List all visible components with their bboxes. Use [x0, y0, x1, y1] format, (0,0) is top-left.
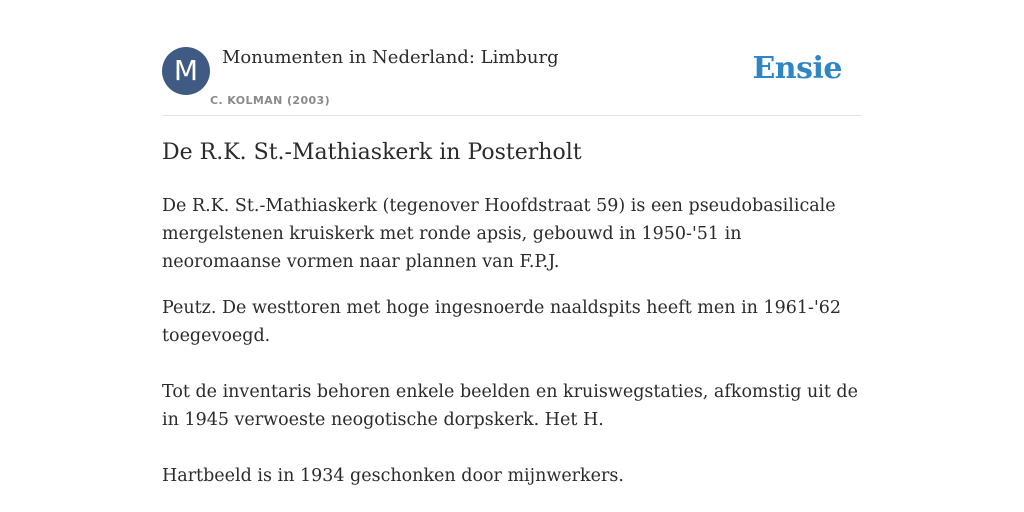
author-label: C. KOLMAN (2003)	[210, 94, 331, 107]
paragraph: Tot de inventaris behoren enkele beelden en kruiswegstaties, afkomstig uit de in 1945 verwoeste neogotische dorpskerk. Het H.	[162, 382, 858, 430]
book-title-link[interactable]: Monumenten in Nederland: Limburg	[222, 47, 559, 68]
ensie-logo[interactable]: Ensie	[752, 51, 842, 86]
book-avatar[interactable]: M	[162, 47, 210, 95]
entry-title: De R.K. St.-Mathiaskerk in Posterholt	[162, 140, 582, 165]
entry-body	[162, 192, 862, 508]
paragraph: De R.K. St.-Mathiaskerk (tegenover Hoofdstraat 59) is een pseudobasilicale mergelstenen kruiskerk met ronde apsis, gebouwd in 1950-'51 in neoromaanse vormen naar plannen van F.P.J.	[162, 196, 836, 272]
paragraph: Peutz. De westtoren met hoge ingesnoerde naaldspits heeft men in 1961-'62 toegevoegd.	[162, 298, 842, 346]
paragraph: Hartbeeld is in 1934 geschonken door mijnwerkers.	[162, 466, 624, 486]
page-header	[162, 44, 862, 116]
